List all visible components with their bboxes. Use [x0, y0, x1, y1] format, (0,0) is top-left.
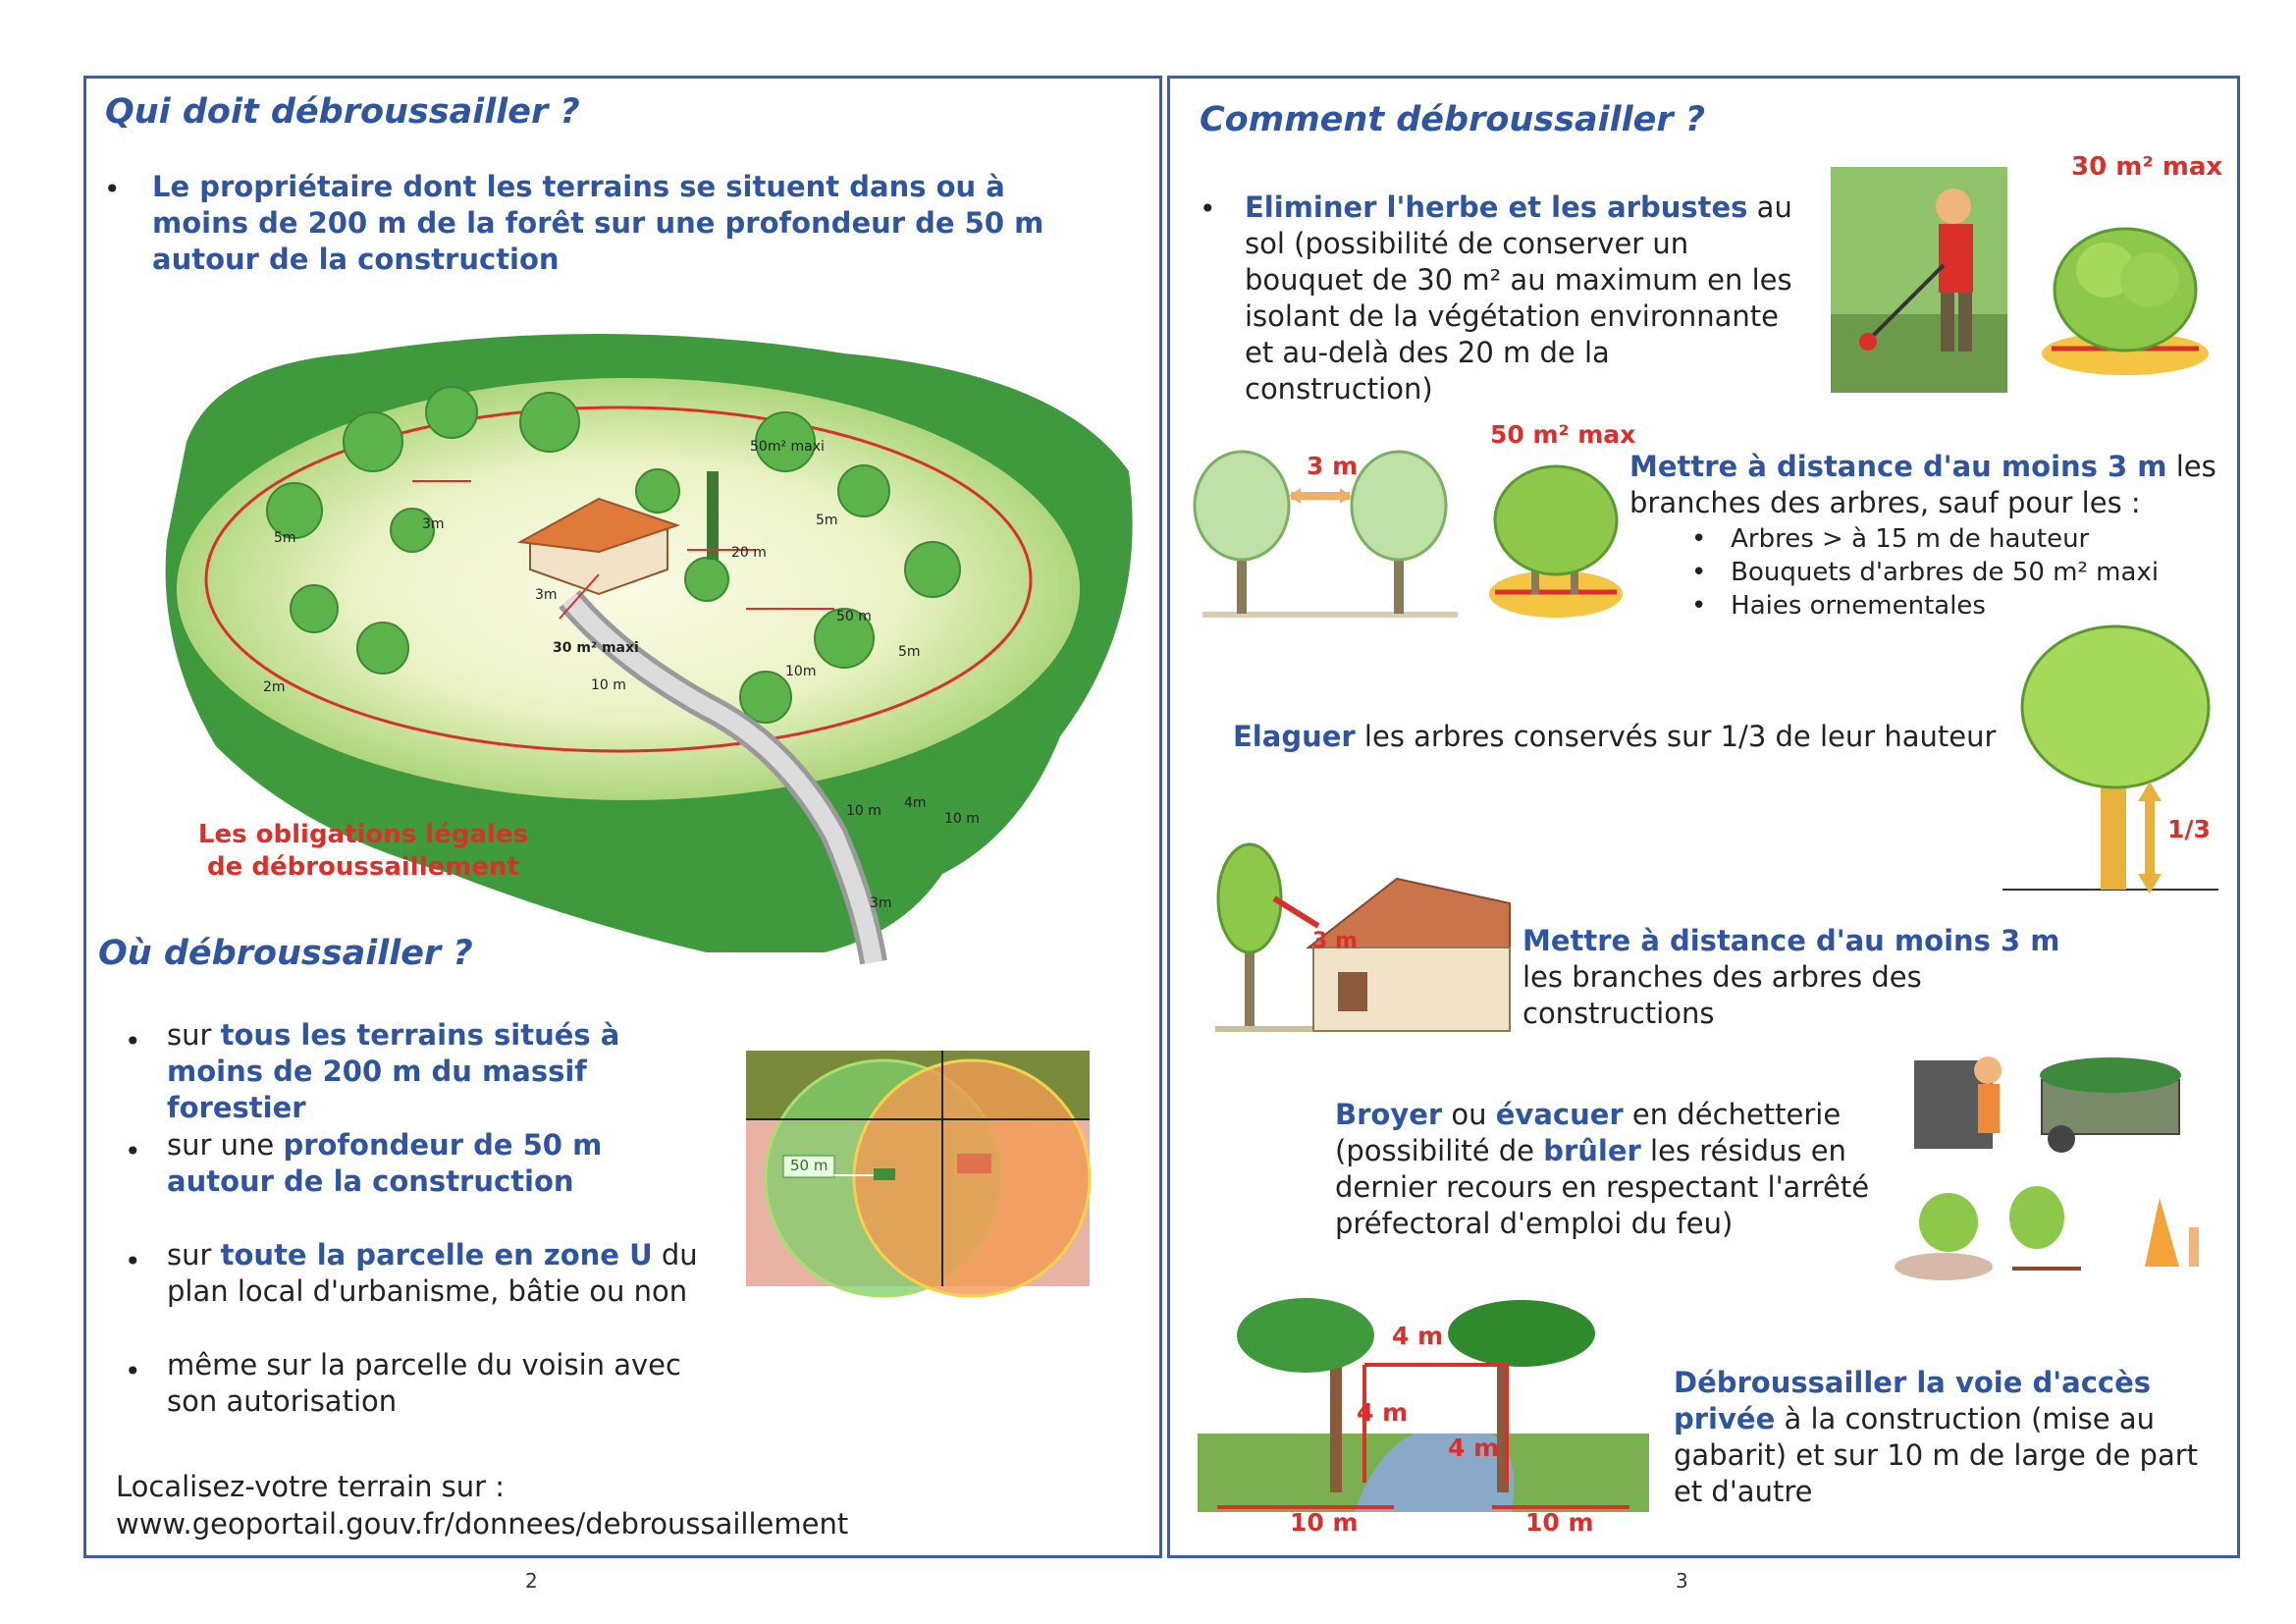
brushcutter-illustration	[1831, 167, 2007, 393]
label-road-bottom-left: 10 m	[1290, 1508, 1359, 1537]
label-road-bottom-right: 10 m	[1525, 1508, 1594, 1537]
map-label: 5m	[274, 530, 296, 546]
bullet-dot: •	[104, 173, 121, 205]
bullet-dot: •	[125, 1245, 141, 1277]
page-number: 2	[525, 1569, 538, 1593]
geoportail-link[interactable]: www.geoportail.gouv.fr/donnees/debroussaillement	[116, 1507, 849, 1541]
label-one-third: 1/3	[2167, 815, 2211, 843]
where-item-2: sur une profondeur de 50 m autour de la construction	[167, 1128, 603, 1198]
where-heading: Où débroussailler ?	[98, 934, 473, 973]
label-house-3m: 3 m	[1312, 929, 1358, 953]
who-heading: Qui doit débroussailler ?	[105, 92, 580, 132]
exception-item: • Arbres > à 15 m de hauteur	[1691, 524, 2090, 554]
label-30m2: 30 m² max	[2071, 152, 2223, 182]
map-label: 50m² maxi	[750, 439, 825, 455]
map-label: 30 m² maxi	[553, 640, 639, 656]
bullet-dot: •	[1200, 192, 1216, 225]
exception-item: • Bouquets d'arbres de 50 m² maxi	[1691, 558, 2160, 587]
bouquet-50m2-illustration	[1487, 457, 1625, 623]
where-item-4: même sur la parcelle du voisin avec son autorisation	[167, 1348, 681, 1418]
where-item-3: sur toute la parcelle en zone U du plan local d'urbanisme, bâtie ou non	[167, 1238, 698, 1308]
label-50m2: 50 m² max	[1490, 420, 1636, 449]
map-label: 2m	[263, 679, 286, 695]
label-road-top: 4 m	[1392, 1322, 1444, 1350]
label-road-left: 4 m	[1357, 1398, 1409, 1427]
item-distance-trees: Mettre à distance d'au moins 3 m les branches des arbres, sauf pour les :	[1629, 450, 2216, 519]
bush-30m2-illustration	[2042, 201, 2209, 378]
map-label: 10 m	[591, 677, 626, 693]
zone-label: 50 m	[790, 1157, 828, 1174]
map-label: 3m	[422, 516, 445, 532]
disposal-illustrations	[1895, 1041, 2209, 1291]
pruned-tree-illustration	[2002, 619, 2218, 893]
map-label: 10 m	[846, 803, 881, 819]
map-label: 10m	[785, 664, 817, 679]
map-label: 4m	[904, 795, 927, 811]
page-number: 3	[1676, 1569, 1688, 1593]
item-access-road: Débroussailler la voie d'accès privée à la construction (mise au gabarit) et sur 10 m de large de part et d'autre	[1674, 1366, 2199, 1508]
label-3m-spacing: 3 m	[1307, 452, 1359, 480]
map-caption: Les obligations légales de débroussaillement	[197, 820, 529, 882]
exception-item: • Haies ornementales	[1691, 591, 1986, 621]
who-text: Le propriétaire dont les terrains se situent dans ou à moins de 200 m de la forêt sur une profondeur de 50 m autour de la construction	[152, 170, 1044, 276]
map-label: 10 m	[944, 811, 980, 827]
map-label: 3m	[535, 587, 558, 603]
where-item-1: sur tous les terrains situés à moins de 200 m du massif forestier	[167, 1018, 620, 1124]
bullet-dot: •	[125, 1135, 141, 1167]
locate-text: Localisez-votre terrain sur :	[116, 1470, 506, 1503]
item-crush-evacuate: Broyer ou évacuer en déchetterie (possibilité de brûler les résidus en dernier recours en respectant l'arrêté préfectoral d'emploi du feu)	[1335, 1098, 1870, 1240]
map-label: 3m	[870, 895, 892, 911]
house-tree-distance-illustration	[1215, 839, 1510, 1036]
item-distance-house: Mettre à distance d'au moins 3 m les branches des arbres des constructions	[1522, 924, 2060, 1030]
bullet-dot: •	[125, 1025, 141, 1057]
exceptions-list	[1691, 522, 2159, 623]
map-label: 20 m	[731, 545, 767, 561]
item-prune: Elaguer les arbres conservés sur 1/3 de leur hauteur	[1233, 720, 1997, 753]
how-heading: Comment débroussailler ?	[1200, 100, 1706, 139]
bullet-dot: •	[125, 1355, 141, 1387]
map-label: 5m	[898, 644, 921, 660]
map-label: 5m	[816, 513, 838, 528]
map-label: 50 m	[836, 609, 872, 624]
label-road-right: 4 m	[1448, 1434, 1500, 1462]
item-eliminate: Eliminer l'herbe et les arbustes au sol (possibilité de conserver un bouquet de 30 m² au maximum en les isolant de la végétation environnante et au-delà des 20 m de la construction)	[1245, 190, 1792, 406]
